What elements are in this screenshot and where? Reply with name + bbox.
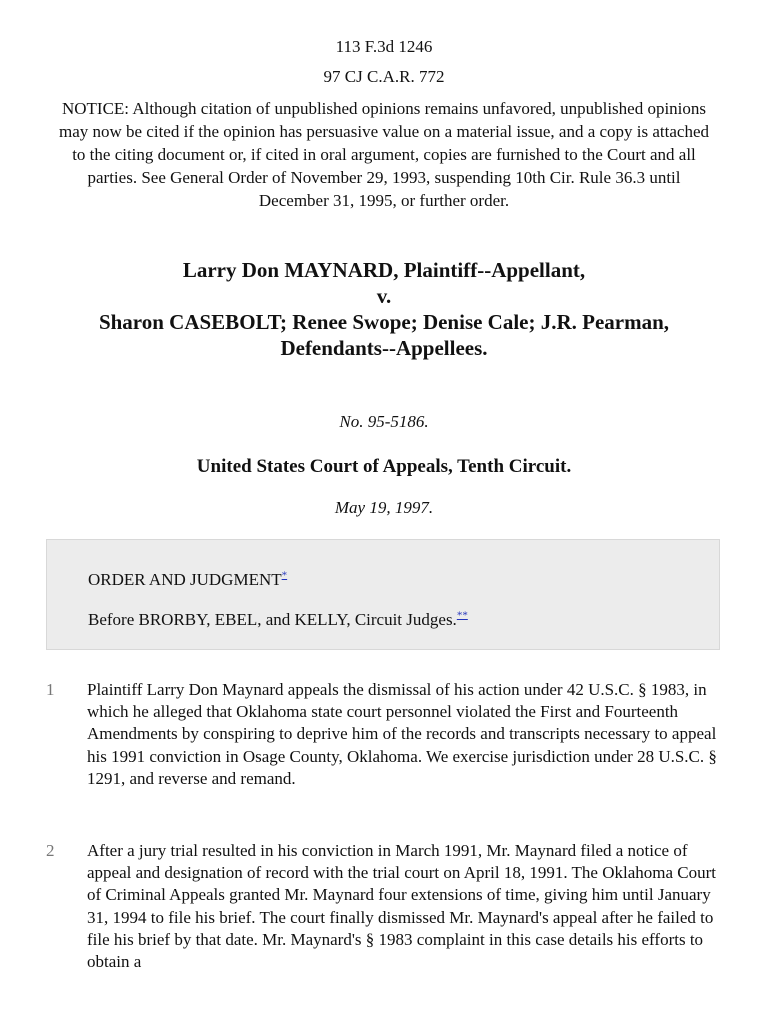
- order-box: [46, 539, 720, 650]
- court-name: United States Court of Appeals, Tenth Circuit.: [196, 456, 572, 477]
- versus-line: v.: [376, 284, 392, 308]
- paragraph-number: 2: [46, 841, 55, 860]
- panel-judges: [88, 610, 468, 630]
- secondary-citation: 97 CJ C.A.R. 772: [323, 67, 445, 86]
- defendants-line: Sharon CASEBOLT; Renee Swope; Denise Cale; J.R. Pearman,: [98, 310, 670, 334]
- publication-notice: NOTICE: Although citation of unpublished opinions remains unfavored, unpublished opinions may now be cited if the opinion has persuasive value on a material issue, and a copy is attached to the citing document or, if cited in oral argument, copies are furnished to the Court and all parties. See General Order of November 29, 1993, suspending 10th Cir. Rule 36.3 until December 31, 1995, or further order.: [58, 99, 710, 210]
- defendants-role-line: Defendants--Appellees.: [280, 336, 488, 360]
- footnote-link-2[interactable]: **: [456, 609, 468, 622]
- plaintiff-line: Larry Don MAYNARD, Plaintiff--Appellant,: [182, 258, 586, 282]
- panel-judges-text: Before BRORBY, EBEL, and KELLY, Circuit Judges.: [88, 610, 457, 629]
- decision-date: May 19, 1997.: [334, 498, 434, 517]
- order-title: [88, 570, 287, 590]
- paragraph-number: 1: [46, 680, 55, 699]
- footnote-link-1[interactable]: *: [281, 569, 288, 582]
- docket-number: No. 95-5186.: [339, 412, 429, 431]
- case-caption: [60, 257, 708, 361]
- order-title-text: ORDER AND JUDGMENT: [88, 570, 282, 589]
- paragraph-text: Plaintiff Larry Don Maynard appeals the dismissal of his action under 42 U.S.C. § 1983, in which he alleged that Oklahoma state court personnel violated the First and Fourteenth Amendments by conspiring to deprive him of the records and transcripts necessary to appeal his 1991 conviction in Osage County, Oklahoma. We exercise jurisdiction under 28 U.S.C. § 1291, and reverse and remand.: [87, 680, 717, 788]
- paragraph-text: After a jury trial resulted in his conviction in March 1991, Mr. Maynard filed a notice of appeal and designation of record with the trial court on April 18, 1991. The Oklahoma Court of Criminal Appeals granted Mr. Maynard four extensions of time, giving him until January 31, 1994 to file his brief. The court finally dismissed Mr. Maynard's appeal after he failed to file his brief by that date. Mr. Maynard's § 1983 complaint in this case details his efforts to obtain a: [87, 841, 717, 972]
- reporter-citation: 113 F.3d 1246: [335, 37, 433, 56]
